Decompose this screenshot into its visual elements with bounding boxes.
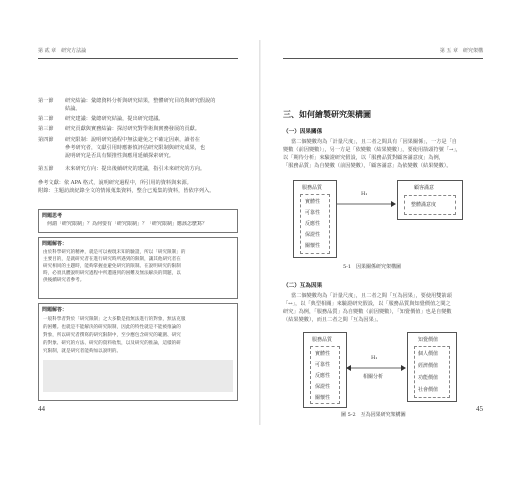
answer-line: 究限制，就是研究者能夠加以說明的。 bbox=[43, 349, 122, 354]
dimension-group bbox=[404, 195, 456, 215]
answer-line: 研究相同的主題時，能夠掌握並避免研究的限制。在說明研究的限制 bbox=[43, 264, 181, 269]
section-title: 三、如何繪製研究架構圖 bbox=[283, 109, 371, 119]
dimension-label: 關懷性 bbox=[305, 243, 321, 249]
dimension-label: 經濟價值 bbox=[418, 363, 439, 369]
dimension-label: 反應性 bbox=[305, 221, 321, 227]
causal-paragraph-line: 當二個變數均為「計量尺度」，且二者之間具有「因果關係」，一方是「自 bbox=[291, 139, 457, 145]
dimension-group bbox=[414, 346, 450, 398]
left-running-header: 第 貳 章 研究方法論 bbox=[38, 48, 87, 54]
dimension-group bbox=[300, 194, 330, 254]
causal-paragraph-line: 以「期待分析」來驗證研究假設，以「服務品質對顧客滿意度」為例， bbox=[283, 155, 444, 161]
answer-box-2 bbox=[38, 303, 238, 401]
answer-box-1 bbox=[38, 237, 238, 299]
answer-line: 的困難。也就是不能解決的研究限制，因此的特性就是不能被推論的 bbox=[43, 325, 181, 330]
box-title: 顧客滿意 bbox=[414, 185, 435, 191]
list-text: 參考研究者，文獻引用時應審慎評估研究限制與研究成果，也 bbox=[65, 145, 206, 151]
answer-line: 一般科學者對於「研究限制」之大多數是指無法進行的對象，無法克服 bbox=[43, 317, 186, 322]
left-header-rule bbox=[38, 58, 238, 59]
figure-caption: 5-1 因果關係研究架構圖 bbox=[343, 264, 402, 270]
box-title: 服務品質 bbox=[312, 337, 333, 343]
right-page-number: 45 bbox=[476, 405, 483, 413]
reciprocal-paragraph-line: 當二個變數均為「計量尺度」，且二者之間「互為因果」，要使用雙箭頭 bbox=[291, 293, 452, 299]
dimension-label: 整體滿意度 bbox=[411, 202, 437, 208]
answer-line: 由於科學研究的精神，就是可以複現未知的驗證，所以「研究限制」的 bbox=[43, 250, 186, 255]
reciprocal-paragraph-line: （結果變數），而且二者之間「互為因果」。 bbox=[283, 317, 382, 323]
question-text: 何謂「研究限制」？為何要有「研究限制」？「研究限制」應該怎麼寫？ bbox=[47, 221, 208, 227]
book-spine bbox=[259, 40, 261, 425]
dimension-label: 保證性 bbox=[305, 232, 321, 238]
list-num: 第二節 bbox=[38, 116, 54, 122]
service-quality-box bbox=[293, 180, 337, 258]
hypothesis-label: H₁ bbox=[371, 355, 378, 361]
answer-line: 對象，所以研究者撰寫的研究限制中，至少應包含研究的範圍、研究 bbox=[43, 333, 181, 338]
list-text: 說明研究是否具有類推性與應用延續探索研究。 bbox=[65, 153, 174, 159]
dimension-label: 可靠性 bbox=[305, 210, 321, 216]
dimension-label: 個人價值 bbox=[418, 351, 439, 357]
right-header-rule bbox=[283, 58, 483, 59]
list-text: 未來研究方向：提出後續研究的建議，指引未來研究的方向。 bbox=[65, 166, 206, 172]
subsection-causal: （一）因果關係 bbox=[283, 129, 323, 135]
appendix-paragraph: 附錄：主題訪談紀錄全文的情報蒐集資料，整合已蒐集的資料，皆依序列入。 bbox=[38, 188, 215, 194]
dimension-label: 實體性 bbox=[305, 199, 321, 205]
list-num: 第一節 bbox=[38, 98, 54, 104]
subsection-reciprocal: （二）互為因果 bbox=[283, 283, 323, 289]
list-num: 第三節 bbox=[38, 126, 54, 132]
list-text: 研究建議：彙總研究結論，提出研究建議。 bbox=[65, 116, 164, 122]
reciprocal-paragraph-line: 研究」為例，「服務品質」為自變數（前因變數），「知覺價值」也是自變數 bbox=[283, 309, 452, 315]
dimension-label: 社會價值 bbox=[418, 387, 439, 393]
left-page-number: 44 bbox=[38, 405, 45, 413]
dimension-label: 反應性 bbox=[315, 373, 331, 379]
list-text: 研究貢獻與實務結論：探討研究對學術與實務發展的貢獻。 bbox=[65, 126, 200, 132]
references-paragraph: 參考文獻：依 APA 格式，說明研究過程中，所引用的資料與來源。 bbox=[38, 180, 192, 186]
answer-text-block bbox=[43, 360, 233, 392]
box-title: 知覺價值 bbox=[418, 337, 439, 343]
dimension-label: 保證性 bbox=[315, 384, 331, 390]
dimension-label: 功能價值 bbox=[418, 375, 439, 381]
reciprocal-paragraph-line: 「↔」，以「典型相關」來驗證研究假設，以「服務品質與知覺價值之間之 bbox=[283, 301, 451, 307]
question-box bbox=[38, 209, 238, 233]
list-text: 研究限制：說明研究過程中無法避免之不確定因素，讀者在 bbox=[65, 137, 200, 143]
answer-line: 供後續研究者參考。 bbox=[43, 278, 85, 283]
list-num: 第五節 bbox=[38, 166, 54, 172]
answer-heading: 問題解答： bbox=[42, 307, 68, 313]
customer-satisfaction-box bbox=[397, 180, 463, 220]
causal-paragraph-line: 「服務品質」為自變數（前因變數），「顧客滿意」為依變數（結果變數）。 bbox=[283, 163, 452, 169]
list-num: 第四節 bbox=[38, 137, 54, 143]
hypothesis-label: H₁ bbox=[361, 191, 368, 197]
left-page bbox=[38, 47, 238, 417]
dimension-label: 可靠性 bbox=[315, 362, 331, 368]
dimension-label: 實體性 bbox=[315, 351, 331, 357]
list-text: 研究結論：彙總資料分析與研究結果，整體研究目的與研究假說的 bbox=[65, 98, 216, 104]
answer-heading: 問題解答： bbox=[42, 241, 68, 247]
right-page bbox=[283, 47, 483, 417]
service-quality-box bbox=[303, 332, 347, 408]
answer-line: 的對象、研究的方法、研究的資料收集，以及研究的推論，這樣的研 bbox=[43, 341, 181, 346]
answer-line: 主要目的，是就研究者在進行研究時所遇到的限制，讓其他研究者在 bbox=[43, 257, 181, 262]
answer-line: 時，必須具體說明研究過程中所遭遇到的困難及無法解決的問題，以 bbox=[43, 271, 181, 276]
figure-caption: 圖 5-2 互為因果研究架構圖 bbox=[341, 412, 406, 418]
question-heading: 問題思考 bbox=[42, 213, 63, 219]
dimension-group bbox=[310, 346, 340, 404]
dimension-label: 關懷性 bbox=[315, 395, 331, 401]
right-running-header: 第 五 章 研究架構 bbox=[439, 48, 483, 54]
list-text: 結論。 bbox=[65, 106, 81, 112]
analysis-label: 相關分析 bbox=[363, 374, 384, 380]
box-title: 服務品質 bbox=[302, 185, 323, 191]
causal-arrow-icon bbox=[335, 197, 397, 211]
causal-paragraph-line: 變數（前因變數）」，另一方是「依變數（結果變數）」，要使用箭頭符號「→」， bbox=[283, 147, 462, 153]
perceived-value-box bbox=[407, 332, 457, 402]
